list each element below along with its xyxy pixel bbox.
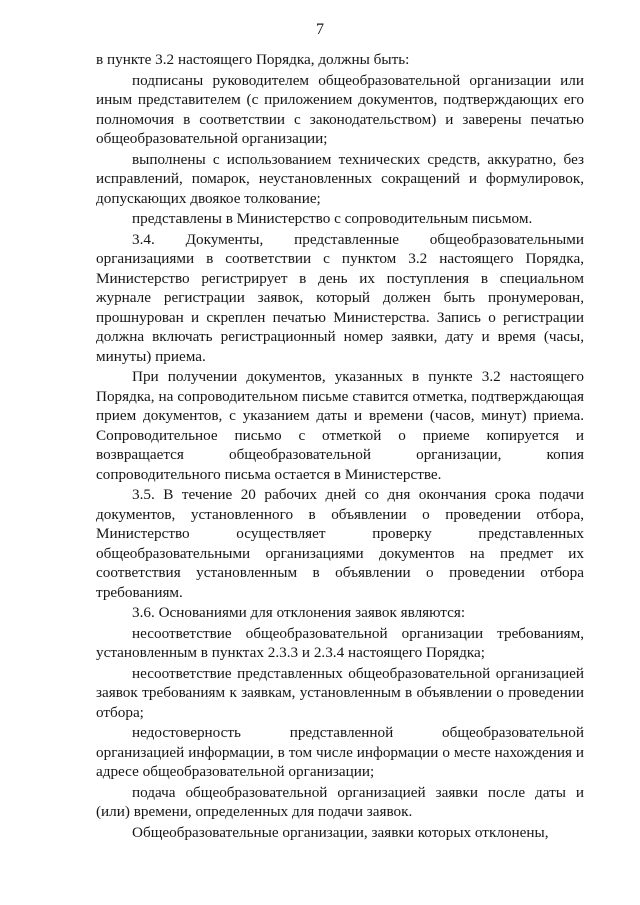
paragraph: При получении документов, указанных в пункте 3.2 настоящего Порядка, на сопроводительном письме ставится отметка, подтверждающая прием документов, с указанием даты и времени (часов, минут) приема. Сопроводительное письмо с отметкой о приеме копируется и возвращается общеобразовательной организации, копия сопроводительного письма остается в Министерстве.: [96, 368, 584, 483]
paragraph: представлены в Министерство с сопроводительным письмом.: [132, 210, 533, 227]
paragraph: 3.6. Основаниями для отклонения заявок являются:: [132, 604, 466, 621]
paragraph: 3.4. Документы, представленные общеобразовательными организациями в соответствии с пунктом 3.2 настоящего Порядка, Министерство регистрирует в день их поступления в специальном журнале регистрации заявок, который должен быть пронумерован, прошнурован и скреплен печатью Министерства. Запись о регистрации должна включать регистрационный номер заявки, дату и время (часы, минуты) приема.: [96, 230, 584, 365]
paragraph: выполнены с использованием технических средств, аккуратно, без исправлений, помарок, неустановленных сокращений и формулировок, допускающих двоякое толкование;: [96, 150, 584, 207]
paragraph: недостоверность представленной общеобразовательной организацией информации, в том числе информации о месте нахождения и адресе общеобразовательной организации;: [96, 724, 584, 780]
page-number: 7: [316, 21, 324, 38]
paragraph: Общеобразовательные организации, заявки которых отклонены,: [132, 823, 549, 841]
paragraph: несоответствие представленных общеобразовательной организацией заявок требованиям к заявкам, установленным в объявлении о проведении отбора;: [96, 664, 584, 721]
document-body: [96, 50, 584, 842]
paragraph: подписаны руководителем общеобразовательной организации или иным представителем (с приложением документов, подтверждающих его полномочия в соответствии с законодательством) и заверены печатью общеобразовательной организации;: [96, 71, 584, 147]
paragraph: в пункте 3.2 настоящего Порядка, должны быть:: [96, 51, 410, 68]
paragraph: 3.5. В течение 20 рабочих дней со дня окончания срока подачи документов, установленного в объявлении о проведении отбора, Министерство осуществляет проверку представленных общеобразовательными организациями документов на предмет их соответствия установленным в объявлении о проведении отбора требованиям.: [96, 486, 584, 601]
paragraph: подача общеобразовательной организацией заявки после даты и (или) времени, определенных для подачи заявок.: [96, 783, 584, 820]
paragraph: несоответствие общеобразовательной организации требованиям, установленным в пунктах 2.3.3 и 2.3.4 настоящего Порядка;: [96, 624, 584, 661]
